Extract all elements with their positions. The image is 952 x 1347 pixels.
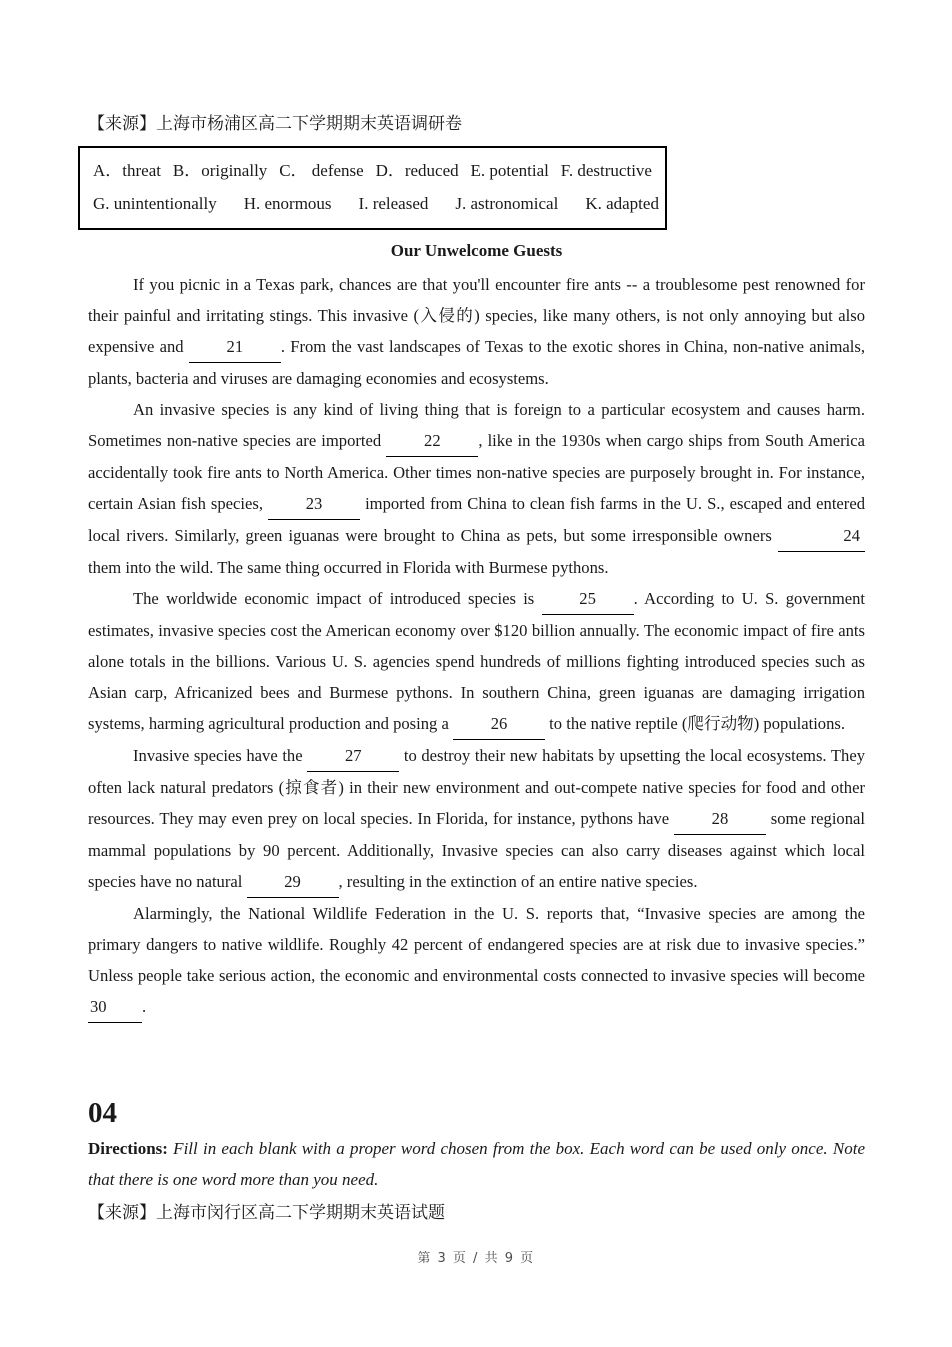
fill-blank-27: 27 bbox=[307, 740, 399, 772]
source-line-bottom: 【来源】上海市闵行区高二下学期期末英语试题 bbox=[88, 1203, 445, 1222]
word-option-f: F. destructive bbox=[560, 161, 652, 180]
passage-paragraph-4 bbox=[88, 740, 865, 898]
fill-blank-25: 25 bbox=[542, 583, 634, 615]
word-option-h: H. enormous bbox=[243, 194, 332, 213]
fill-blank-30: 30 bbox=[88, 991, 142, 1023]
word-option-k: K. adapted bbox=[585, 194, 659, 213]
paragraph-text: . According to U. S. government estimates, invasive species cost the American economy over $120 billion annually. The economic impact of fire ants alone totals in the billions. Various U. S. agencies spend hundreds of millions fighting introduced species such as Asian carp, Africanized bees and Burmese pythons. In southern China, green iguanas are damaging irrigation systems, harming agricultural production and posing a bbox=[88, 589, 866, 733]
word-bank-box bbox=[78, 146, 667, 230]
paragraph-text: some regional mammal populations by 90 percent. Additionally, Invasive species can also carry diseases against which local species have no natural bbox=[88, 809, 865, 891]
fill-blank-22: 22 bbox=[386, 425, 478, 457]
paragraph-text: Invasive species have the bbox=[133, 746, 308, 765]
paragraph-text: , like in the 1930s when cargo ships from South America accidentally took fire ants to North America. Other times non-native species are purposely brought in. For instance, certain Asian fish species, bbox=[88, 431, 865, 513]
fill-blank-26: 26 bbox=[453, 708, 545, 740]
paragraph-text: If you picnic in a Texas park, chances are that you'll encounter fire ants -- a troublesome pest renowned for their painful and irritating stings. This invasive (入侵的) species, like many others, is not only annoying but also expensive and bbox=[88, 275, 865, 356]
paragraph-text: to destroy their new habitats by upsetting the local ecosystems. They often lack natural predators (掠食者) in their new environment and out-compete native species for food and other resources. They may even prey on local species. In Florida, for instance, pythons have bbox=[88, 746, 865, 828]
word-option-a: A．threat bbox=[93, 161, 161, 180]
fill-blank-29: 29 bbox=[247, 866, 339, 898]
paragraph-text: . From the vast landscapes of Texas to the exotic shores in China, non-native animals, plants, bacteria and viruses are damaging economies and ecosystems. bbox=[88, 337, 866, 388]
paragraph-text: to the native reptile (爬行动物) populations. bbox=[545, 714, 846, 733]
fill-blank-28: 28 bbox=[674, 803, 766, 835]
fill-blank-23: 23 bbox=[268, 488, 360, 520]
word-option-j: J. astronomical bbox=[455, 194, 559, 213]
fill-blank-24: 24 bbox=[778, 520, 865, 552]
word-option-g: G. unintentionally bbox=[93, 194, 217, 213]
passage-paragraph-3 bbox=[88, 583, 865, 740]
source-line-top: 【来源】上海市杨浦区高二下学期期末英语调研卷 bbox=[88, 114, 462, 133]
word-option-i: I. released bbox=[358, 194, 429, 213]
word-option-b: B．originally bbox=[172, 161, 268, 180]
passage-paragraph-1 bbox=[88, 269, 865, 394]
footer-page-number: 第 3 页 / 共 9 页 bbox=[417, 1251, 535, 1266]
paragraph-text: Alarmingly, the National Wildlife Federation in the U. S. reports that, “Invasive species are among the primary dangers to native wildlife. Roughly 42 percent of endangered species are at risk due to invasive species.” Unless people take serious action, the economic and environmental costs connected to invasive species will become bbox=[88, 904, 865, 985]
paragraph-text: . bbox=[142, 997, 147, 1016]
directions bbox=[88, 1133, 865, 1195]
word-option-c: C． defense bbox=[279, 161, 364, 180]
paragraph-text: The worldwide economic impact of introduced species is bbox=[133, 589, 542, 608]
paragraph-text: imported from China to clean fish farms in the U. S., escaped and entered local rivers. Similarly, green iguanas were brought to China as pets, but some irresponsible owners bbox=[88, 494, 865, 545]
passage-paragraph-5 bbox=[88, 898, 865, 1023]
passage-title: Our Unwelcome Guests bbox=[390, 241, 563, 260]
word-option-e: E. potential bbox=[470, 161, 549, 180]
passage-paragraph-2 bbox=[88, 394, 865, 583]
section-number: 04 bbox=[88, 1097, 117, 1129]
directions-text: Fill in each blank with a proper word chosen from the box. Each word can be used only once. Note that there is one word more than you need. bbox=[88, 1139, 865, 1189]
word-bank-row-1 bbox=[93, 154, 652, 187]
directions-label: Directions: bbox=[88, 1139, 168, 1158]
paragraph-text: An invasive species is any kind of living thing that is foreign to a particular ecosystem and causes harm. Sometimes non-native species are imported bbox=[88, 400, 865, 450]
paragraph-text: , resulting in the extinction of an entire native species. bbox=[338, 872, 698, 891]
word-bank-row-2 bbox=[93, 187, 659, 220]
fill-blank-21: 21 bbox=[189, 331, 281, 363]
paragraph-text: them into the wild. The same thing occurred in Florida with Burmese pythons. bbox=[88, 558, 609, 577]
word-option-d: D．reduced bbox=[375, 161, 459, 180]
section-04 bbox=[88, 1097, 865, 1224]
